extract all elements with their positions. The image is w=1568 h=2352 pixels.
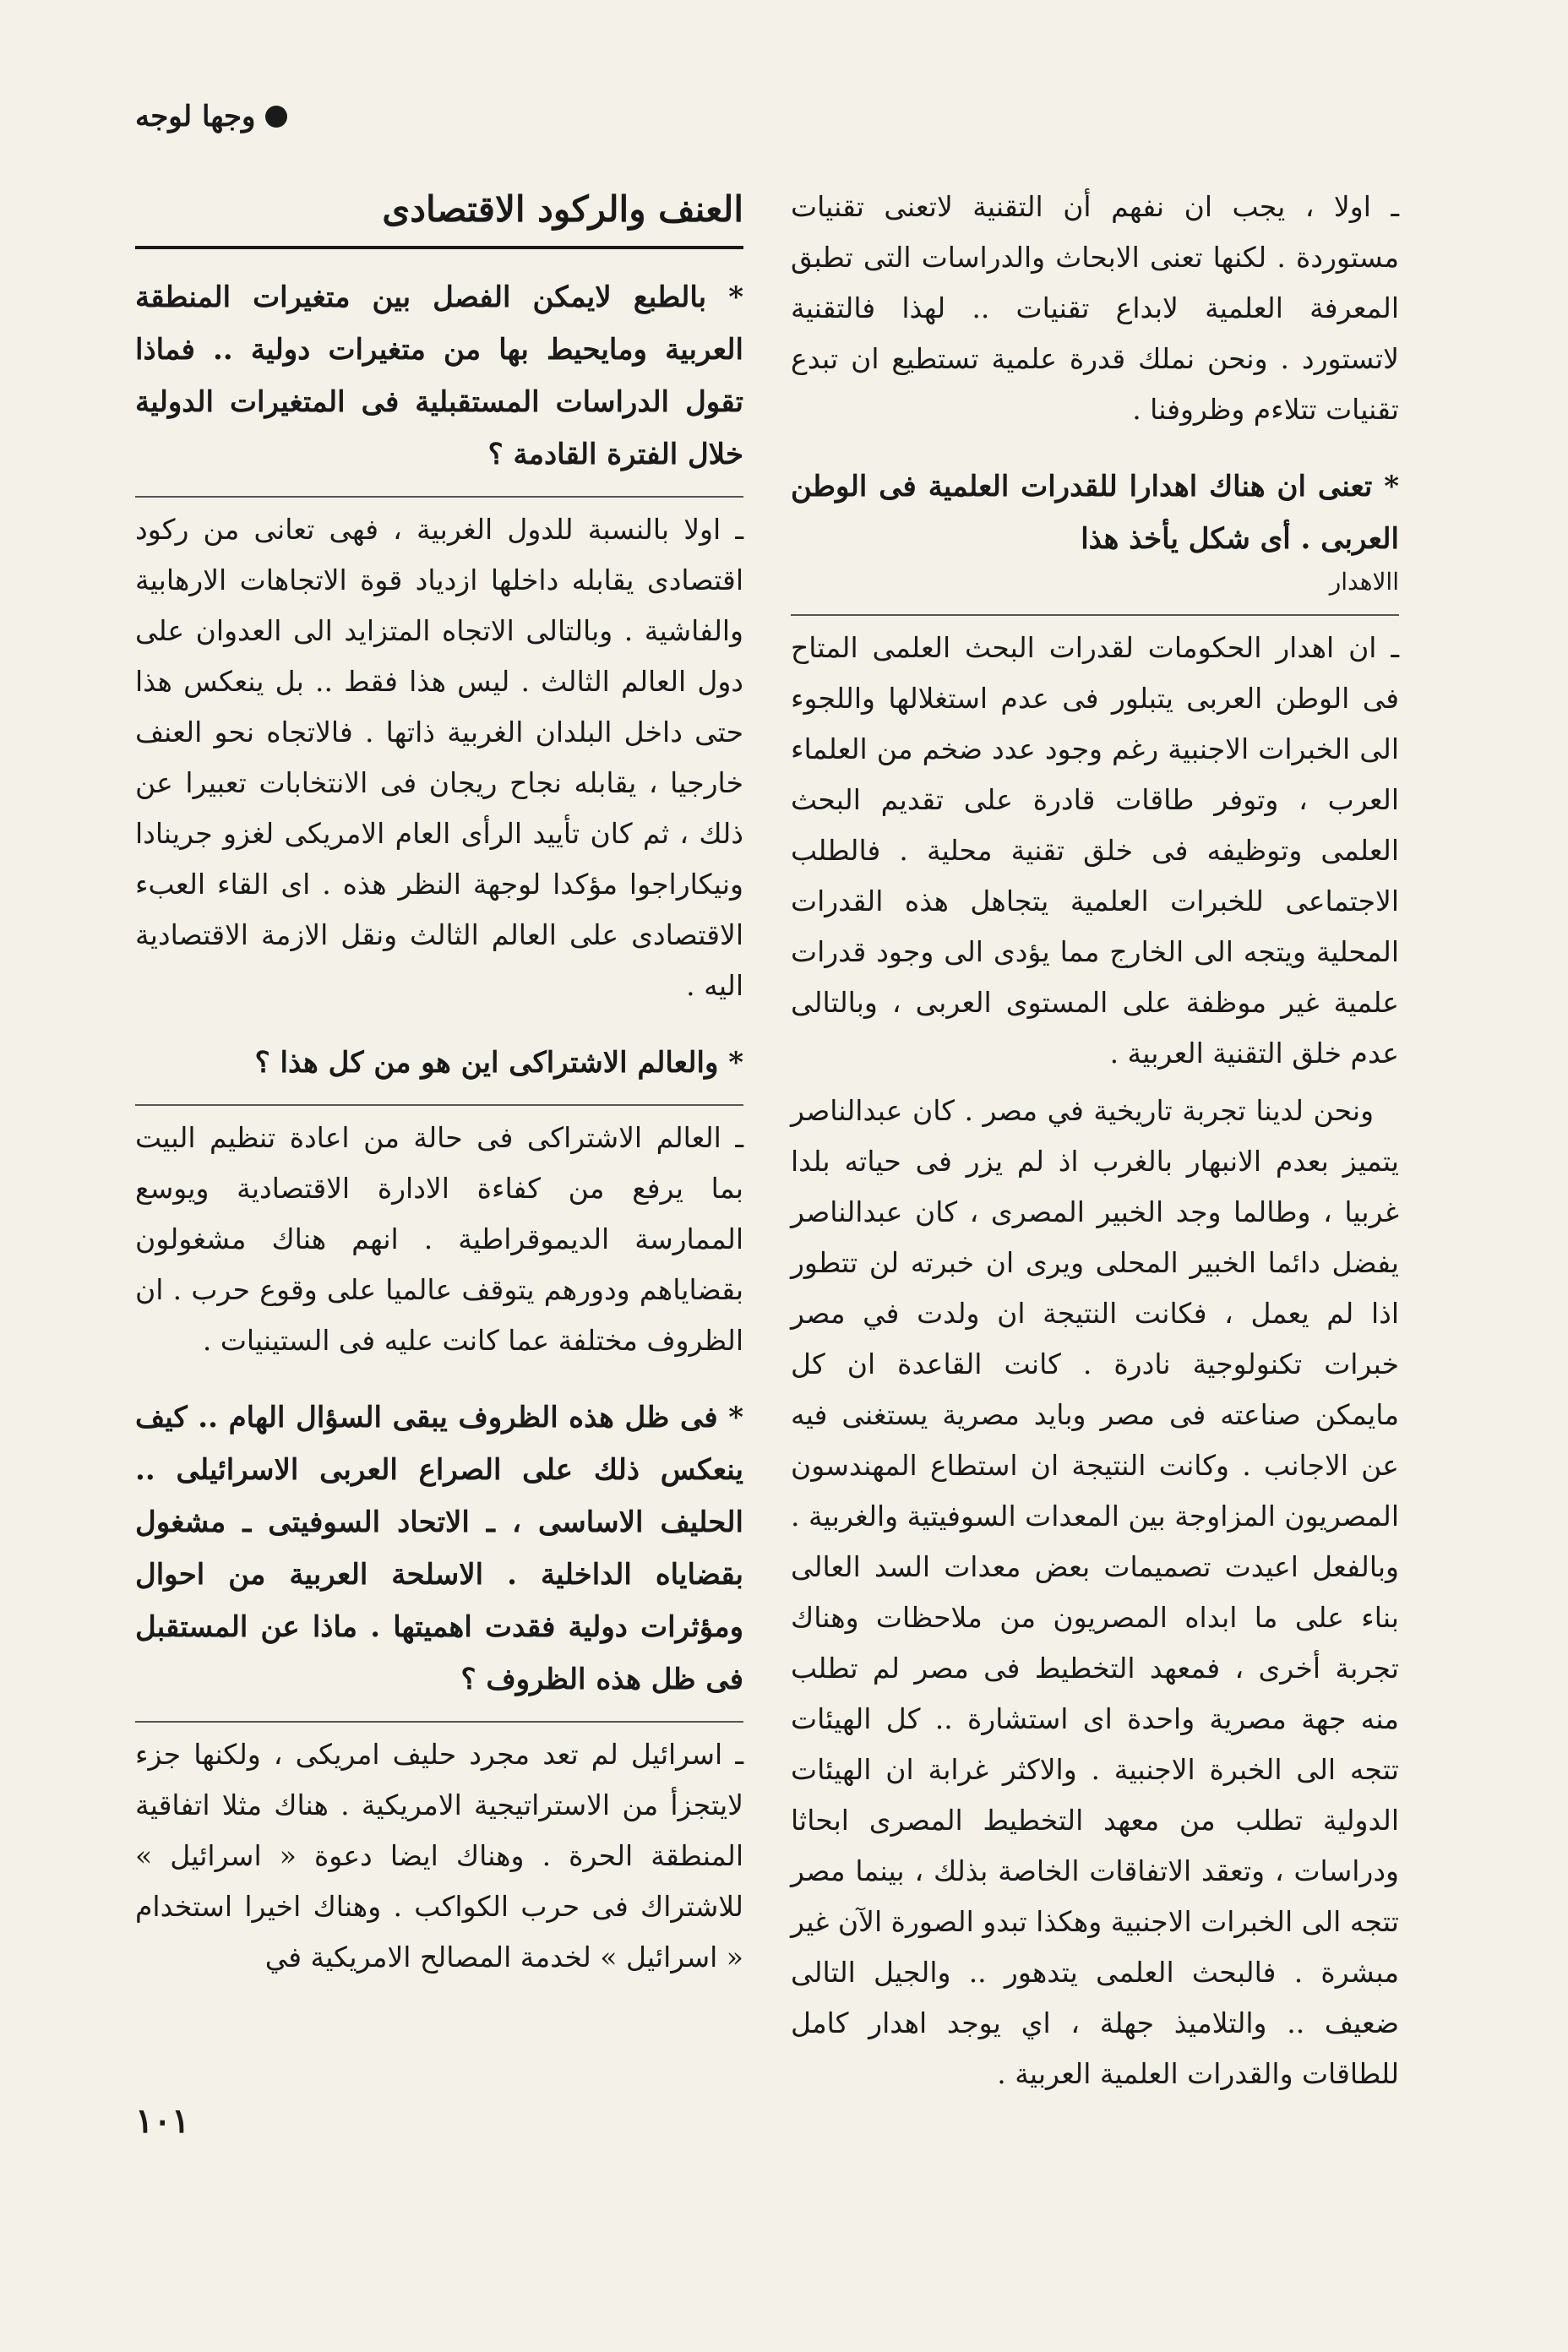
- bullet-icon: [265, 106, 287, 128]
- answer-paragraph: ـ اولا ، يجب ان نفهم أن التقنية لاتعنى تقنيات مستوردة . لكنها تعنى الابحاث والدراسات التى تطبق المعرفة العلمية لابداع تقنيات .. لهذا فالتقنية لاتستورد . ونحن نملك قدرة علمية تستطيع ان تبدع تقنيات تتلاءم وظروفنا .: [791, 190, 1399, 426]
- page-number: ١٠١: [135, 2101, 190, 2141]
- answer-paragraph: ونحن لدينا تجربة تاريخية في مصر . كان عبدالناصر يتميز بعدم الانبهار بالغرب اذ لم يزر فى حياته بلدا غربيا ، وطالما وجد الخبير المصرى ، كان عبدالناصر يفضل دائما الخبير المحلى ويرى ان خبرته لن تتطور اذا لم يعمل ، فكانت النتيجة ان ولدت في مصر خبرات تكنولوجية نادرة . كانت القاعدة ان كل مايمكن صناعته فى مصر وبايد مصرية يستغنى فيه عن الاجانب . وكانت النتيجة ان استطاع المهندسون المصريون المزاوجة بين المعدات السوفيتية والغربية . وبالفعل اعيدت تصميمات بعض معدات السد العالى بناء على ما ابداه المصريون من ملاحظات وهناك تجربة أخرى ، فمعهد التخطيط فى مصر لم تطلب منه جهة مصرية واحدة اى استشارة .. كل الهيئات تتجه الى الخبرة الاجنبية . والاكثر غرابة ان الهيئات الدولية تطلب من معهد التخطيط المصرى ابحاثا ودراسات ، وتعقد الاتفاقات الخاصة بذلك ، بينما مصر تتجه الى الخبرات الاجنبية وهكذا تبدو الصورة الآن غير مبشرة . فالبحث العلمى يتدهور .. والجيل التالى ضعيف .. والتلاميذ جهلة ، اي يوجد اهدار كامل للطاقات والقدرات العلمية العربية .: [791, 1094, 1399, 2090]
- section-label: وجها لوجه: [135, 100, 256, 133]
- left-column: [135, 182, 743, 2008]
- question-paragraph: * والعالم الاشتراكى اين هو من كل هذا ؟: [135, 1037, 743, 1106]
- answer-paragraph: ـ العالم الاشتراكى فى حالة من اعادة تنظيم البيت بما يرفع من كفاءة الادارة الاقتصادية ويوسع الممارسة الديموقراطية . انهم هناك مشغولون بقضاياهم ودورهم يتوقف عالميا على وقوع حرب . ان الظروف مختلفة عما كانت عليه فى الستينيات .: [135, 1121, 743, 1357]
- answer-paragraph: ـ اولا بالنسبة للدول الغربية ، فهى تعانى من ركود اقتصادى يقابله داخلها ازدياد قوة الاتجاهات الارهابية والفاشية . وبالتالى الاتجاه المتزايد الى العدوان على دول العالم الثالث . ليس هذا فقط .. بل ينعكس هذا حتى داخل البلدان الغربية ذاتها . فالاتجاه نحو العنف خارجيا ، يقابله نجاح ريجان فى الانتخابات تعبيرا عن ذلك ، ثم كان تأييد الرأى العام الامريكى لغزو جرينادا ونيكاراجوا مؤكدا لوجهة النظر هذه . اى القاء العبء الاقتصادى على العالم الثالث ونقل الازمة الاقتصادية اليه .: [135, 513, 743, 1002]
- question-paragraph: [791, 460, 1399, 616]
- right-column: [791, 182, 1399, 2125]
- answer-paragraph: ـ ان اهدار الحكومات لقدرات البحث العلمى المتاح فى الوطن العربى يتبلور فى عدم استغلالها واللجوء الى الخبرات الاجنبية رغم وجود عدد ضخم من العلماء العرب ، وتوفر طاقات قادرة على تقديم البحث العلمى وتوظيفه فى خلق تقنية محلية . فالطلب الاجتماعى للخبرات العلمية يتجاهل هذه القدرات المحلية ويتجه الى الخارج مما يؤدى الى وجود قدرات علمية غير موظفة على المستوى العربى ، وبالتالى عدم خلق التقنية العربية .: [791, 631, 1399, 1070]
- article-title: العنف والركود الاقتصادى: [135, 182, 743, 249]
- section-header: [135, 100, 287, 133]
- question-text: * تعنى ان هناك اهدارا للقدرات العلمية فى الوطن العربى . أى شكل يأخذ هذا: [791, 470, 1399, 556]
- question-tail: االاهدار: [1329, 568, 1399, 596]
- question-paragraph: * فى ظل هذه الظروف يبقى السؤال الهام .. كيف ينعكس ذلك على الصراع العربى الاسرائيلى .. الحليف الاساسى ، ـ الاتحاد السوفيتى ـ مشغول بقضاياه الداخلية . الاسلحة العربية من احوال ومؤثرات دولية فقدت اهميتها . ماذا عن المستقبل فى ظل هذه الظروف ؟: [135, 1391, 743, 1723]
- answer-paragraph: ـ اسرائيل لم تعد مجرد حليف امريكى ، ولكنها جزء لايتجزأ من الاستراتيجية الامريكية . هناك مثلا اتفاقية المنطقة الحرة . وهناك ايضا دعوة « اسرائيل » للاشتراك فى حرب الكواكب . وهناك اخيرا استخدام « اسرائيل » لخدمة المصالح الامريكية في: [135, 1738, 743, 1974]
- question-paragraph: * بالطبع لايمكن الفصل بين متغيرات المنطقة العربية ومايحيط بها من متغيرات دولية .. فماذا تقول الدراسات المستقبلية فى المتغيرات الدولية خلال الفترة القادمة ؟: [135, 271, 743, 498]
